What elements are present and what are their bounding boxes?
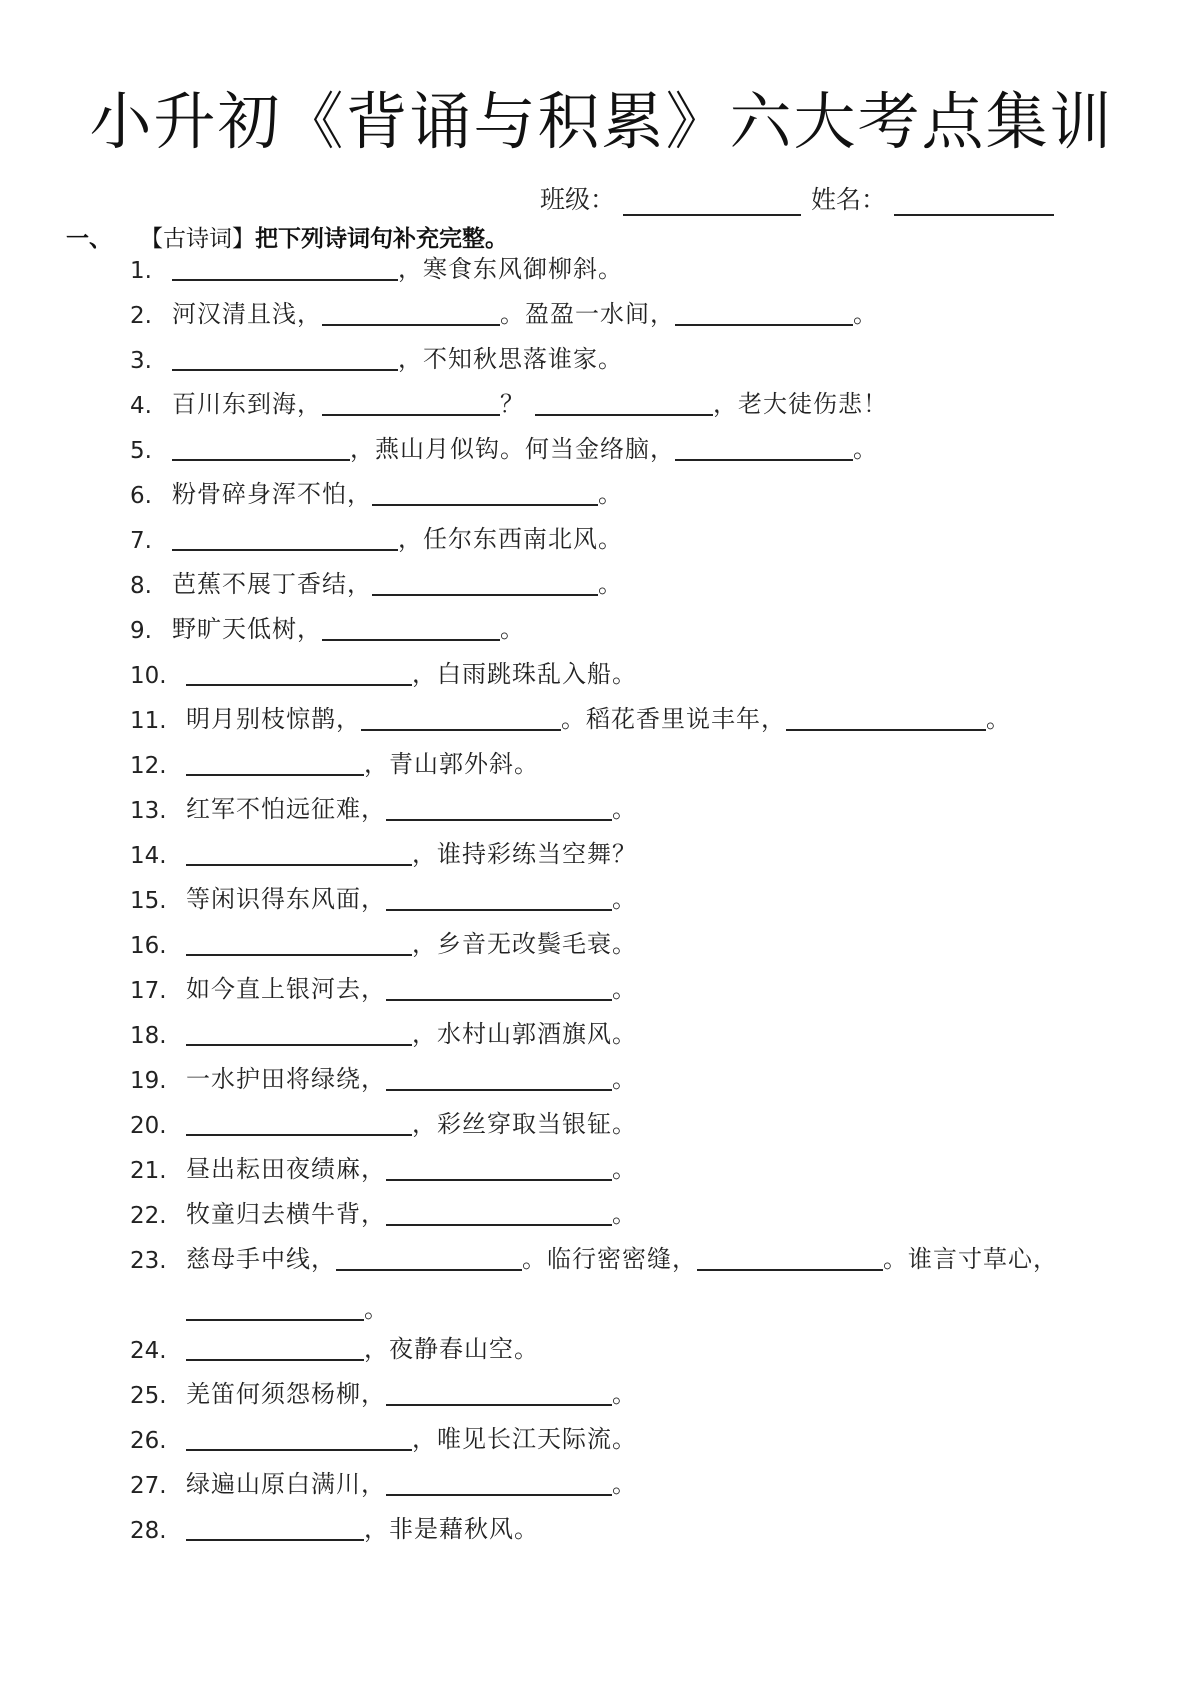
answer-blank[interactable]: [697, 1239, 883, 1271]
question-text: ，唯见长江天际流。: [412, 1425, 637, 1453]
section-instruction: 把下列诗词句补充完整。: [255, 226, 508, 252]
question-text: ，燕山月似钩。何当金络脑，: [350, 435, 675, 463]
question-9: [130, 604, 525, 644]
name-field[interactable]: [894, 186, 1054, 216]
question-23-continuation: [186, 1284, 389, 1324]
answer-blank[interactable]: [386, 969, 612, 1001]
answer-blank[interactable]: [172, 429, 350, 461]
question-text: 河汉清且浅，: [172, 300, 322, 328]
answer-blank[interactable]: [386, 879, 612, 911]
question-number: 4.: [130, 393, 152, 419]
question-number: 18.: [130, 1023, 167, 1049]
question-text: 。: [612, 885, 637, 913]
question-text: ，寒食东风御柳斜。: [398, 255, 623, 283]
question-number: 17.: [130, 978, 167, 1004]
answer-blank[interactable]: [186, 1289, 364, 1321]
question-17: [130, 964, 637, 1004]
question-20: [130, 1099, 637, 1139]
question-15: [130, 874, 637, 914]
question-text: 。: [612, 1200, 637, 1228]
question-text: ，非是藉秋风。: [364, 1515, 539, 1543]
answer-blank[interactable]: [386, 1194, 612, 1226]
answer-blank[interactable]: [386, 789, 612, 821]
question-text: 。谁言寸草心，: [883, 1245, 1058, 1273]
answer-blank[interactable]: [535, 384, 713, 416]
question-number: 22.: [130, 1203, 167, 1229]
answer-blank[interactable]: [186, 1014, 412, 1046]
class-field[interactable]: [623, 186, 801, 216]
question-text: 一水护田将绿绕，: [186, 1065, 386, 1093]
question-text: 芭蕉不展丁香结，: [172, 570, 372, 598]
question-text: 。稻花香里说丰年，: [561, 705, 786, 733]
question-text: 红军不怕远征难，: [186, 795, 386, 823]
class-label: 班级：: [540, 185, 616, 214]
question-number: 28.: [130, 1518, 167, 1544]
question-number: 11.: [130, 708, 167, 734]
answer-blank[interactable]: [386, 1149, 612, 1181]
question-12: [130, 739, 539, 779]
question-number: 24.: [130, 1338, 167, 1364]
question-text: ，夜静春山空。: [364, 1335, 539, 1363]
question-text: ，白雨跳珠乱入船。: [412, 660, 637, 688]
question-number: 21.: [130, 1158, 167, 1184]
question-24: [130, 1324, 539, 1364]
question-number: 5.: [130, 438, 152, 464]
answer-blank[interactable]: [186, 924, 412, 956]
question-8: [130, 559, 623, 599]
answer-blank[interactable]: [186, 834, 412, 866]
answer-blank[interactable]: [172, 339, 398, 371]
question-22: [130, 1189, 637, 1229]
question-number: 14.: [130, 843, 167, 869]
question-text: 。: [612, 1065, 637, 1093]
question-text: 。: [612, 1155, 637, 1183]
question-number: 6.: [130, 483, 152, 509]
answer-blank[interactable]: [386, 1059, 612, 1091]
question-10: [130, 649, 637, 689]
question-text: 。: [500, 615, 525, 643]
question-number: 12.: [130, 753, 167, 779]
page-title: 小升初《背诵与积累》六大考点集训: [89, 85, 1114, 158]
question-text: 。: [853, 435, 878, 463]
question-text: 。: [612, 795, 637, 823]
question-25: [130, 1369, 637, 1409]
question-5: [130, 424, 878, 464]
question-text: 等闲识得东风面，: [186, 885, 386, 913]
question-16: [130, 919, 637, 959]
question-text: ，谁持彩练当空舞？: [412, 840, 637, 868]
name-label: 姓名：: [811, 185, 887, 214]
answer-blank[interactable]: [172, 249, 398, 281]
question-number: 16.: [130, 933, 167, 959]
question-text: 野旷天低树，: [172, 615, 322, 643]
question-text: 。: [853, 300, 878, 328]
question-19: [130, 1054, 637, 1094]
question-number: 7.: [130, 528, 152, 554]
question-text: 慈母手中线，: [186, 1245, 336, 1273]
question-2: [130, 289, 878, 329]
section-tag: 【古诗词】: [140, 226, 255, 252]
answer-blank[interactable]: [186, 744, 364, 776]
question-text: 粉骨碎身浑不怕，: [172, 480, 372, 508]
question-26: [130, 1414, 637, 1454]
answer-blank[interactable]: [186, 1329, 364, 1361]
answer-blank[interactable]: [372, 564, 598, 596]
question-number: 8.: [130, 573, 152, 599]
question-text: ，青山郭外斜。: [364, 750, 539, 778]
question-text: ，彩丝穿取当银钲。: [412, 1110, 637, 1138]
question-number: 9.: [130, 618, 152, 644]
question-number: 20.: [130, 1113, 167, 1139]
question-number: 27.: [130, 1473, 167, 1499]
question-number: 2.: [130, 303, 152, 329]
question-text: 。: [612, 975, 637, 1003]
question-text: ，不知秋思落谁家。: [398, 345, 623, 373]
question-text: ，任尔东西南北风。: [398, 525, 623, 553]
question-11: [130, 694, 1011, 734]
question-number: 1.: [130, 258, 152, 284]
question-number: 13.: [130, 798, 167, 824]
question-text: 。: [612, 1380, 637, 1408]
section-number: 一、: [66, 226, 112, 252]
answer-blank[interactable]: [322, 609, 500, 641]
question-text: 。临行密密缝，: [522, 1245, 697, 1273]
answer-blank[interactable]: [322, 294, 500, 326]
question-text: ，老大徒伤悲！: [713, 390, 888, 418]
answer-blank[interactable]: [186, 1419, 412, 1451]
question-7: [130, 514, 623, 554]
answer-blank[interactable]: [361, 699, 561, 731]
answer-blank[interactable]: [322, 384, 500, 416]
question-number: 23.: [130, 1248, 167, 1274]
question-text: 。: [598, 480, 623, 508]
question-number: 10.: [130, 663, 167, 689]
question-4: [130, 379, 888, 419]
question-3: [130, 334, 623, 374]
question-text: 。: [986, 705, 1011, 733]
question-text: 百川东到海，: [172, 390, 322, 418]
answer-blank[interactable]: [186, 1104, 412, 1136]
question-text: 明月别枝惊鹊，: [186, 705, 361, 733]
answer-blank[interactable]: [386, 1374, 612, 1406]
question-28: [130, 1504, 539, 1544]
answer-blank[interactable]: [386, 1464, 612, 1496]
question-text: 。: [364, 1295, 389, 1323]
question-text: ，乡音无改鬓毛衰。: [412, 930, 637, 958]
answer-blank[interactable]: [186, 1509, 364, 1541]
question-text: 羌笛何须怨杨柳，: [186, 1380, 386, 1408]
question-27: [130, 1459, 637, 1499]
question-number: 15.: [130, 888, 167, 914]
question-number: 19.: [130, 1068, 167, 1094]
question-text: ，水村山郭酒旗风。: [412, 1020, 637, 1048]
question-text: 。: [598, 570, 623, 598]
question-1: [130, 244, 623, 284]
question-text: 。盈盈一水间，: [500, 300, 675, 328]
question-number: 3.: [130, 348, 152, 374]
question-text: ？: [500, 390, 525, 418]
answer-blank[interactable]: [172, 519, 398, 551]
question-14: [130, 829, 637, 869]
question-text: 昼出耘田夜绩麻，: [186, 1155, 386, 1183]
answer-blank[interactable]: [336, 1239, 522, 1271]
question-23: [130, 1234, 1058, 1274]
answer-blank[interactable]: [675, 294, 853, 326]
question-number: 26.: [130, 1428, 167, 1454]
question-text: 牧童归去横牛背，: [186, 1200, 386, 1228]
answer-blank[interactable]: [786, 699, 986, 731]
answer-blank[interactable]: [675, 429, 853, 461]
question-6: [130, 469, 623, 509]
question-number: 25.: [130, 1383, 167, 1409]
question-text: 。: [612, 1470, 637, 1498]
question-18: [130, 1009, 637, 1049]
question-13: [130, 784, 637, 824]
answer-blank[interactable]: [186, 654, 412, 686]
student-info-row: [540, 180, 1064, 216]
question-21: [130, 1144, 637, 1184]
question-text: 如今直上银河去，: [186, 975, 386, 1003]
answer-blank[interactable]: [372, 474, 598, 506]
question-text: 绿遍山原白满川，: [186, 1470, 386, 1498]
